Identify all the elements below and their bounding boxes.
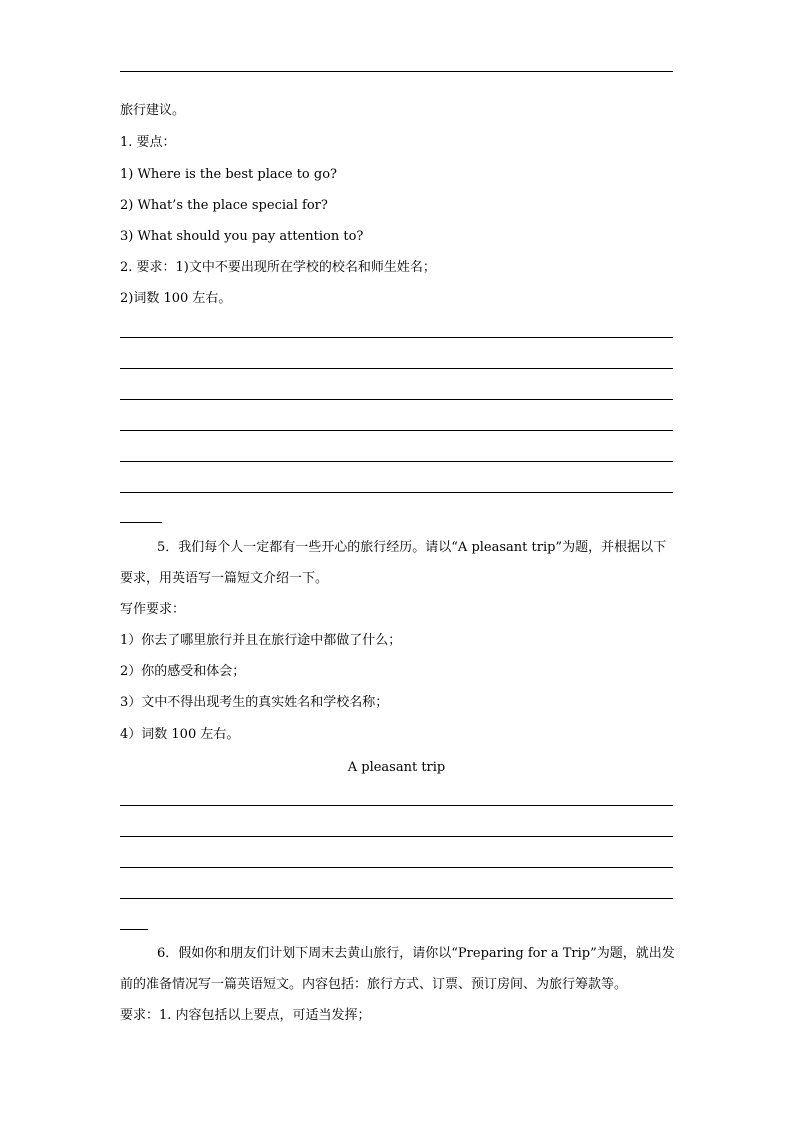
section1-intro: 旅行建议。 (120, 103, 186, 118)
answer-line (120, 337, 673, 338)
point-1: 1) Where is the best place to go? (120, 167, 338, 182)
answer-line (120, 898, 673, 899)
answer-line (120, 867, 673, 868)
q5-prompt-line2: 要求，用英语写一篇短文介绍一下。 (120, 571, 329, 586)
answer-line (120, 805, 673, 806)
q5-requirements-heading: 写作要求： (120, 602, 186, 617)
answer-line (120, 399, 673, 400)
q6-prompt-line2: 前的准备情况写一篇英语短文。内容包括：旅行方式、订票、预订房间、为旅行筹款等。 (120, 977, 628, 992)
q5-requirement-4: 4）词数 100 左右。 (120, 727, 240, 742)
answer-line (120, 492, 673, 493)
essay-title: A pleasant trip (347, 760, 446, 775)
q5-requirement-1: 1）你去了哪里旅行并且在旅行途中都做了什么； (120, 633, 402, 648)
q5-requirement-2: 2）你的感受和体会； (120, 664, 246, 679)
answer-line (120, 430, 673, 431)
q5-prompt-line1: 5．我们每个人一定都有一些开心的旅行经历。请以“A pleasant trip”为题，并根据以下 (157, 540, 667, 555)
point-2: 2) What’s the place special for? (120, 198, 328, 213)
point-3: 3) What should you pay attention to? (120, 229, 364, 244)
answer-line-end (120, 929, 148, 930)
answer-line (120, 368, 673, 369)
q6-prompt-line1: 6．假如你和朋友们计划下周末去黄山旅行，请你以“Preparing for a Trip”为题，就出发 (157, 946, 675, 961)
requirement-2: 2)词数 100 左右。 (120, 291, 232, 306)
header-rule (120, 71, 673, 72)
points-heading: 1. 要点： (120, 135, 176, 150)
answer-line (120, 836, 673, 837)
requirement-1: 2. 要求：1)文中不要出现所在学校的校名和师生姓名； (120, 260, 436, 275)
q5-requirement-3: 3）文中不得出现考生的真实姓名和学校名称； (120, 695, 389, 710)
q6-requirements: 要求：1. 内容包括以上要点，可适当发挥； (120, 1008, 371, 1023)
answer-line-end (120, 522, 162, 523)
answer-line (120, 461, 673, 462)
